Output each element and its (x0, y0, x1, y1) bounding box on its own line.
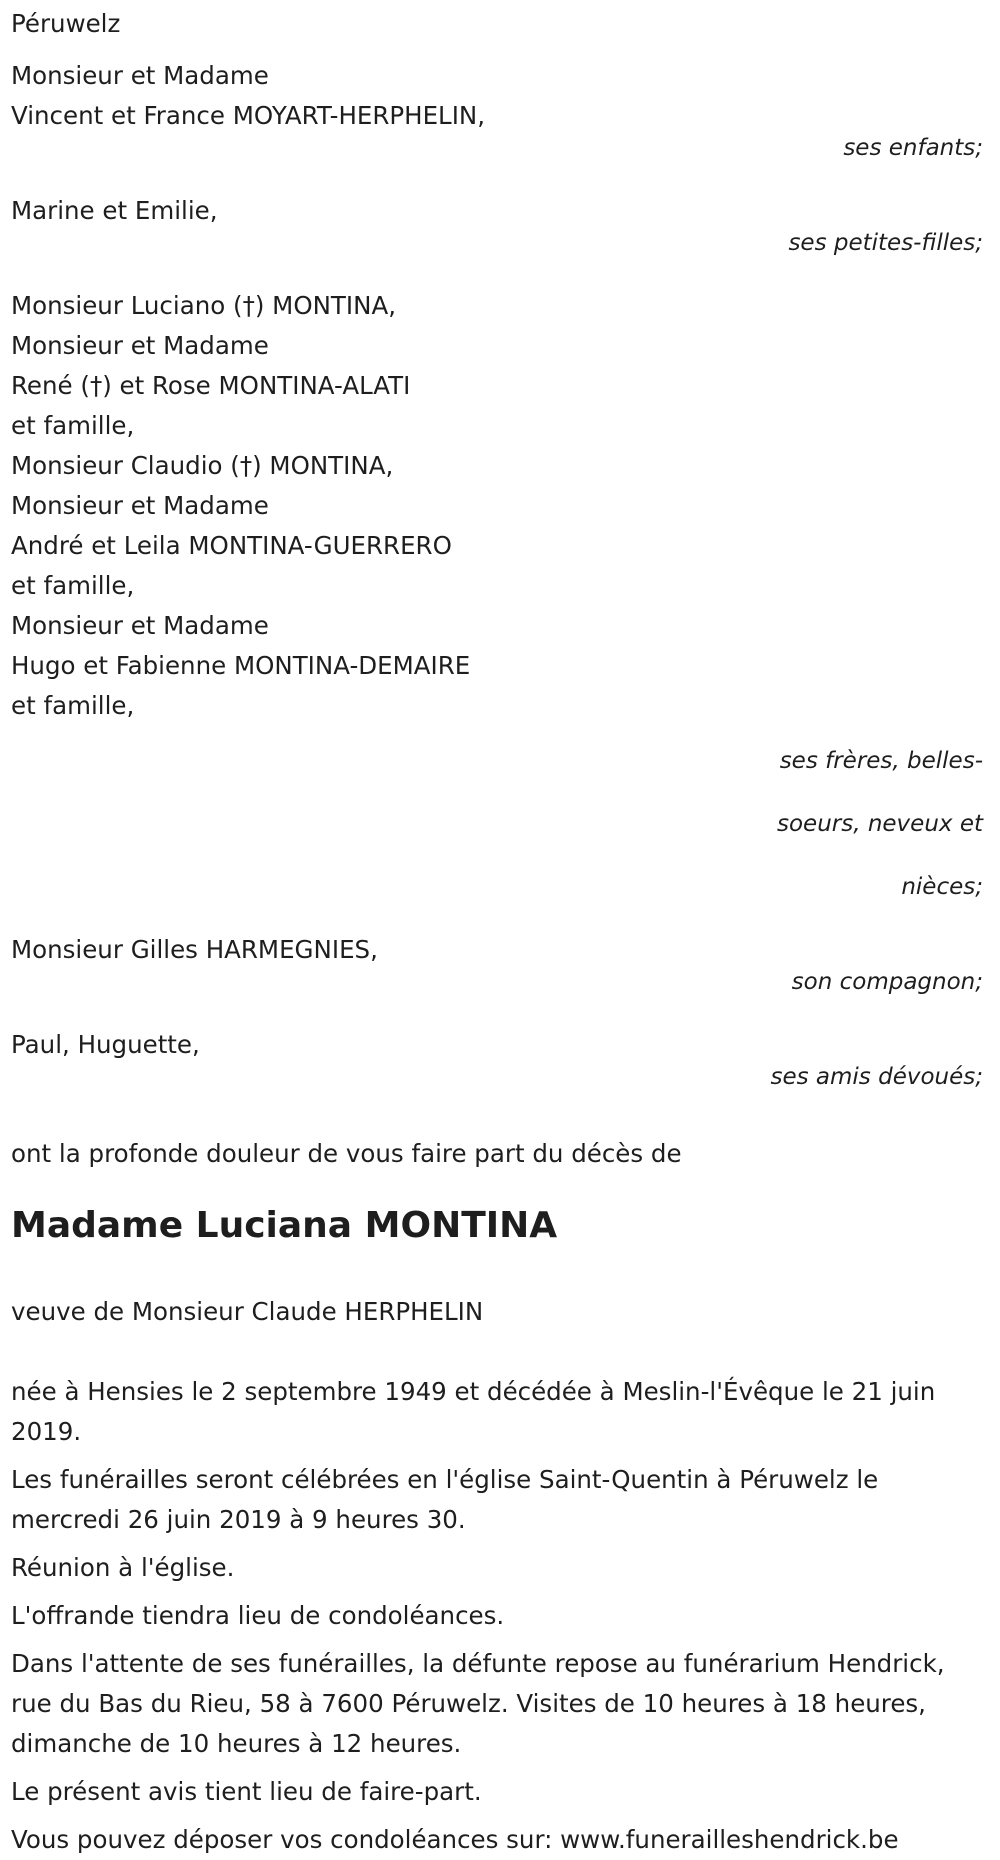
family-line: et famille, (11, 411, 135, 440)
family-line: René (†) et Rose MONTINA-ALATI (11, 371, 411, 400)
detail-paragraph: L'offrande tiendra lieu de condoléances. (11, 1601, 505, 1630)
detail-paragraph: née à Hensies le 2 septembre 1949 et décédée à Meslin-l'Évêque le 21 juin 2019. (11, 1377, 936, 1446)
detail-paragraph: Dans l'attente de ses funérailles, la défunte repose au funérarium Hendrick, rue du Bas du Rieu, 58 à 7600 Péruwelz. Visites de 10 heures à 18 heures, dimanche de 10 heures à 12 heures. (11, 1649, 945, 1758)
family-line: et famille, (11, 691, 135, 720)
family-group-children (11, 56, 983, 168)
family-group-siblings (11, 286, 983, 907)
relation-label: son compagnon; (791, 969, 983, 995)
family-line: André et Leila MONTINA-GUERRERO (11, 531, 452, 560)
obituary-notice (11, 0, 983, 1860)
relation-label: ses frères, belles- (779, 748, 983, 774)
announcement-text: ont la profonde douleur de vous faire part du décès de (11, 1139, 682, 1168)
detail-paragraph: Réunion à l'église. (11, 1553, 235, 1582)
family-line: Hugo et Fabienne MONTINA-DEMAIRE (11, 651, 471, 680)
family-line: Monsieur Gilles HARMEGNIES, (11, 935, 378, 964)
family-line: Marine et Emilie, (11, 196, 218, 225)
detail-paragraph: Vous pouvez déposer vos condoléances sur: www.funerailleshendrick.be (11, 1825, 899, 1854)
family-line: Paul, Huguette, (11, 1030, 200, 1059)
family-group-friends (11, 1025, 983, 1097)
family-line: Monsieur et Madame (11, 611, 269, 640)
widow-of-text: veuve de Monsieur Claude HERPHELIN (11, 1297, 484, 1326)
relation-label: ses amis dévoués; (770, 1064, 983, 1090)
relation-label: soeurs, neveux et (776, 811, 983, 837)
relation-label: nièces; (901, 874, 983, 900)
detail-paragraph: Le présent avis tient lieu de faire-part. (11, 1777, 482, 1806)
family-line: Monsieur Luciano (†) MONTINA, (11, 291, 397, 320)
city-heading: Péruwelz (11, 9, 121, 38)
relation-label: ses enfants; (843, 135, 983, 161)
family-line: Monsieur Claudio (†) MONTINA, (11, 451, 394, 480)
relation-label: ses petites-filles; (788, 230, 983, 256)
details-section (11, 1372, 983, 1860)
family-line: et famille, (11, 571, 135, 600)
family-line: Monsieur et Madame (11, 491, 269, 520)
family-line: Vincent et France MOYART-HERPHELIN, (11, 101, 486, 130)
family-group-companion (11, 930, 983, 1002)
family-group-grandchildren (11, 191, 983, 263)
family-line: Monsieur et Madame (11, 61, 269, 90)
deceased-name: Madame Luciana MONTINA (11, 1205, 558, 1246)
family-line: Monsieur et Madame (11, 331, 269, 360)
detail-paragraph: Les funérailles seront célébrées en l'église Saint-Quentin à Péruwelz le mercredi 26 juin 2019 à 9 heures 30. (11, 1465, 879, 1534)
